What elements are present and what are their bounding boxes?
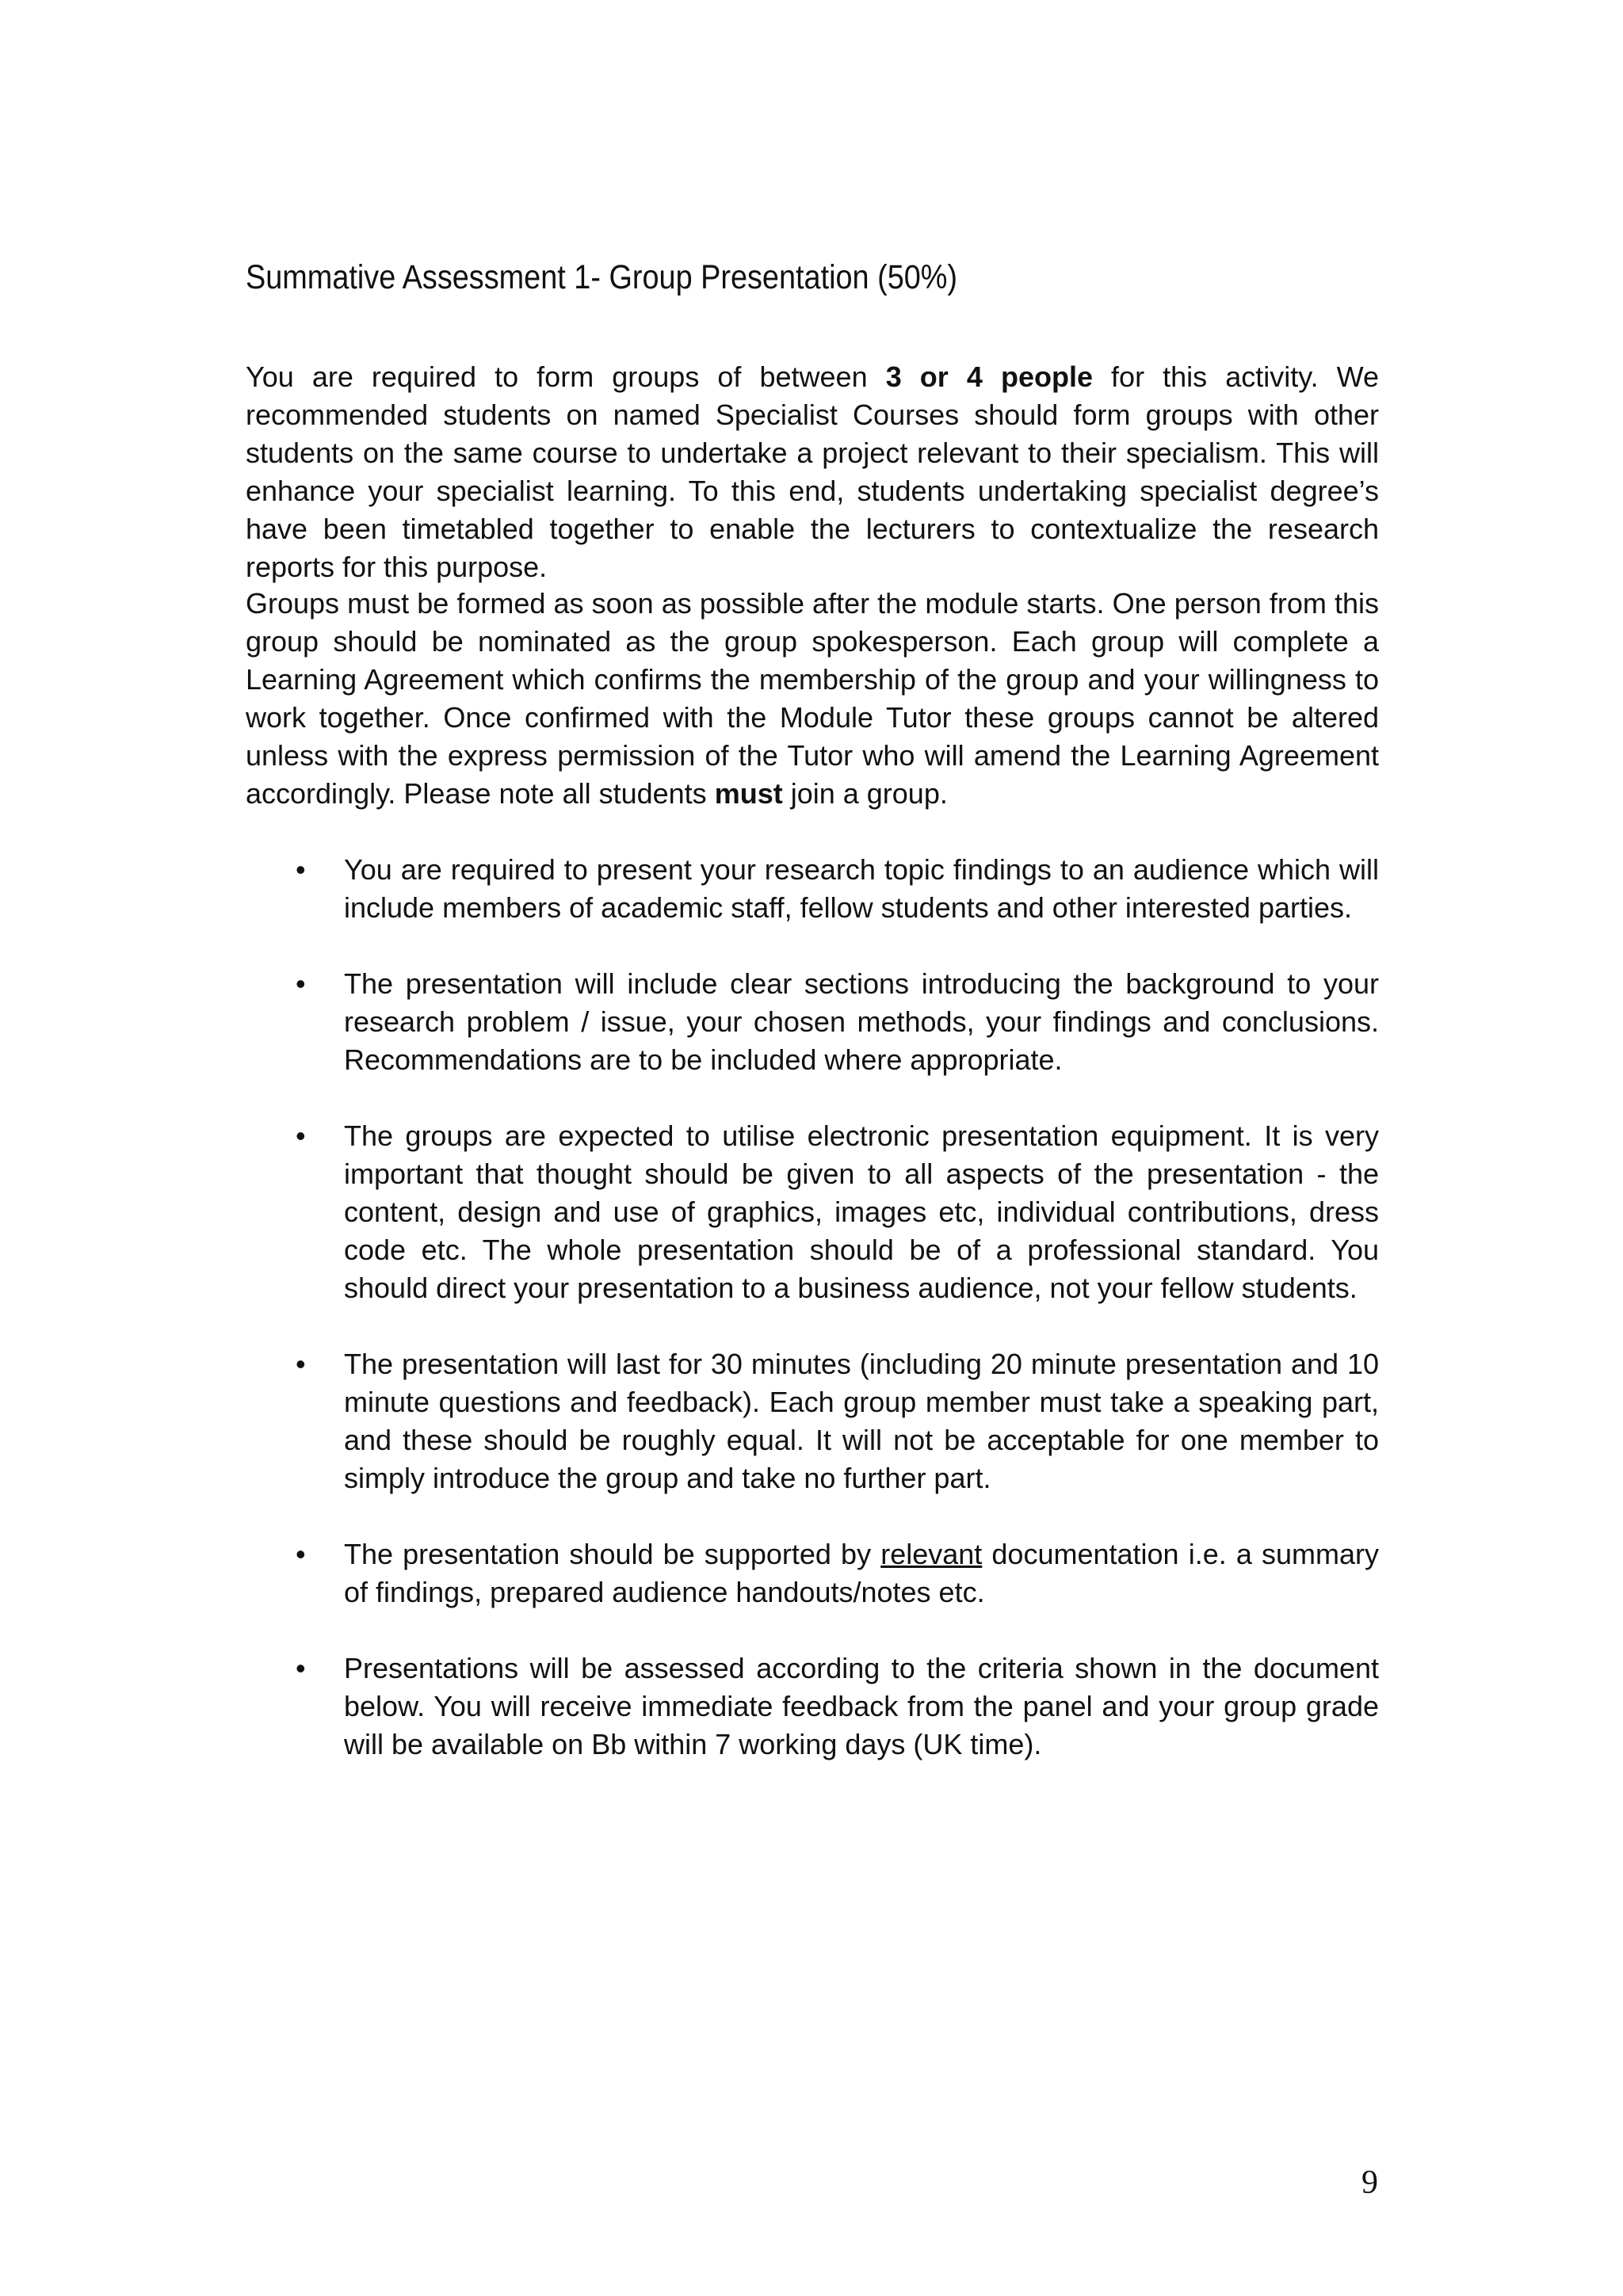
bullet-icon: •: [296, 1119, 306, 1152]
list-item-text-end: documentation i.e. a summary of findings, prepared audience handouts/notes etc.: [344, 1538, 1379, 1608]
requirements-list: [246, 851, 1379, 1764]
list-item: [246, 1117, 1379, 1307]
group-formation-text-end: join a group.: [782, 777, 948, 810]
list-item: [246, 1535, 1379, 1611]
list-item: [246, 1650, 1379, 1764]
bullet-icon: •: [296, 853, 306, 886]
intro-paragraph-text-end: for this activity. We recommended students on named Specialist Courses should form groups with other students on the same course to undertake a project relevant to their specialism. This will enhance your specialist learning. To this end, students undertaking specialist degree’s have been timetabled together to enable the lecturers to contextualize the research reports for this purpose.: [246, 360, 1379, 583]
list-item-text-start: The presentation should be supported by: [344, 1538, 881, 1570]
bullet-icon: •: [296, 1538, 306, 1570]
relevant-underlined: relevant: [880, 1538, 983, 1570]
list-item: [246, 851, 1379, 927]
section-heading: Summative Assessment 1- Group Presentation (50%): [246, 258, 958, 296]
page-number: 9: [1361, 2164, 1378, 2201]
group-formation-text-start: Groups must be formed as soon as possible after the module starts. One person from this group should be nominated as the group spokesperson. Each group will complete a Learning Agreement which confirms the membership of the group and your willingness to work together. Once confirmed with the Module Tutor these groups cannot be altered unless with the express permission of the Tutor who will amend the Learning Agreement accordingly. Please note all students: [246, 587, 1379, 810]
group-formation-paragraph: [246, 585, 1379, 813]
intro-paragraph: [246, 358, 1379, 586]
list-item: [246, 965, 1379, 1079]
must-emphasis: must: [714, 777, 783, 810]
bullet-icon: •: [296, 967, 306, 1000]
bullet-icon: •: [296, 1652, 306, 1684]
list-item-text: The presentation will last for 30 minutes (including 20 minute presentation and 10 minute questions and feedback). Each group member must take a speaking part, and these should be roughly equal. It will not be acceptable for one member to simply introduce the group and take no further part.: [344, 1348, 1379, 1494]
list-item-text: The presentation will include clear sections introducing the background to your research problem / issue, your chosen methods, your findings and conclusions. Recommendations are to be included where appropriate.: [344, 967, 1379, 1076]
group-size-emphasis: 3 or 4 people: [885, 360, 1093, 393]
list-item: [246, 1345, 1379, 1497]
intro-paragraph-text-start: You are required to form groups of between: [246, 360, 886, 393]
list-item-text: The groups are expected to utilise electronic presentation equipment. It is very important that thought should be given to all aspects of the presentation - the content, design and use of graphics, images etc, individual contributions, dress code etc. The whole presentation should be of a professional standard. You should direct your presentation to a business audience, not your fellow students.: [344, 1119, 1379, 1304]
list-item-text: Presentations will be assessed according to the criteria shown in the document below. You will receive immediate feedback from the panel and your group grade will be available on Bb within 7 working days (UK time).: [344, 1652, 1379, 1760]
bullet-icon: •: [296, 1348, 306, 1380]
list-item-text: You are required to present your research topic findings to an audience which will include members of academic staff, fellow students and other interested parties.: [344, 853, 1379, 924]
